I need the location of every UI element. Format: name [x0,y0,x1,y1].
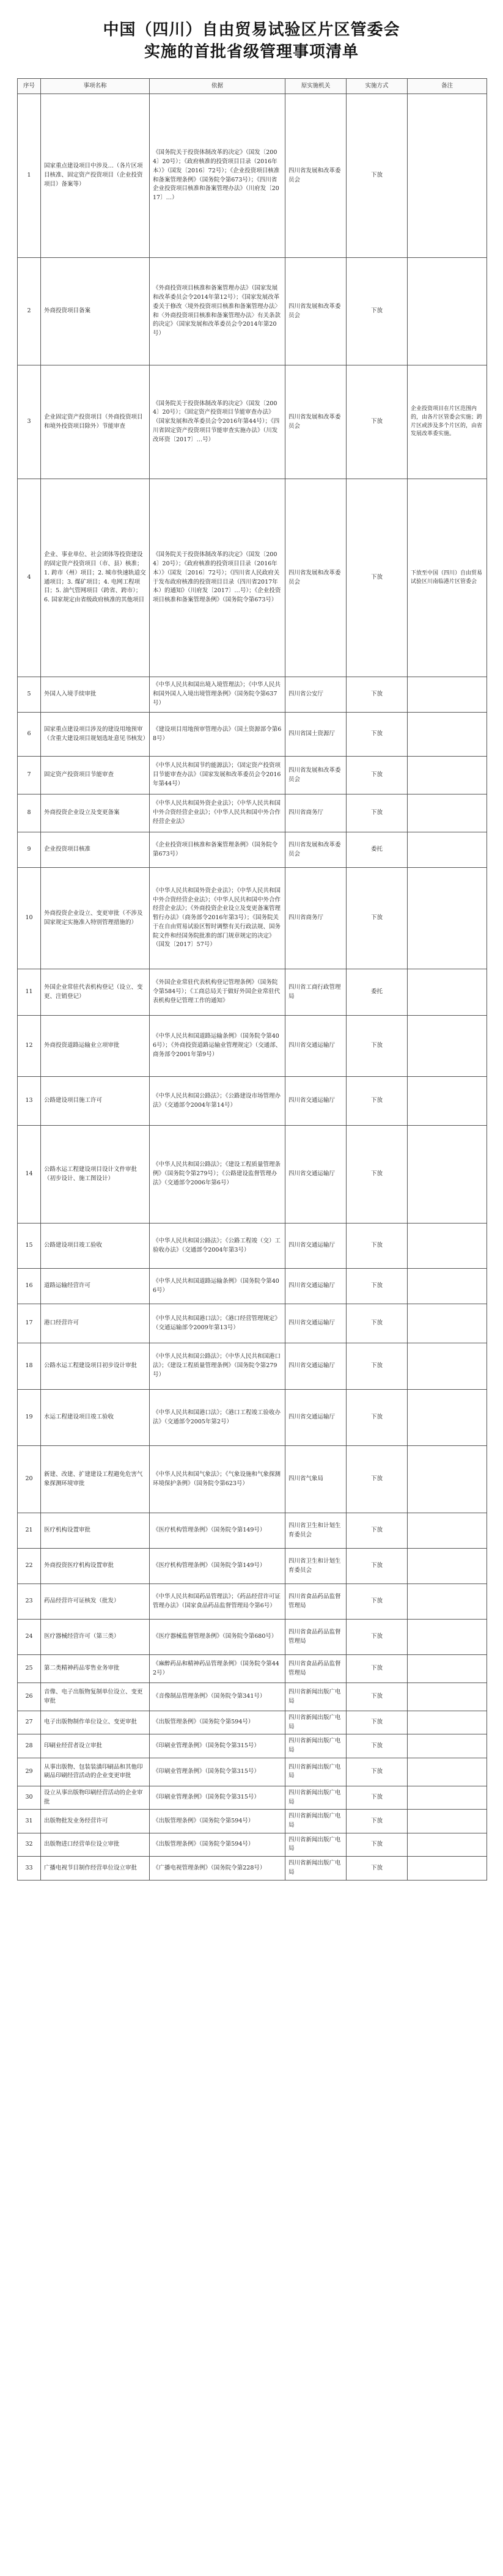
row-number: 2 [18,258,41,365]
matter-basis: 《出版管理条例》（国务院令第594号） [150,1711,285,1734]
header-dept: 原实施机关 [285,79,347,94]
remark [408,1343,487,1390]
row-number: 20 [18,1446,41,1513]
matter-basis: 《中华人民共和国出境入境管理法》；《中华人民共和国外国人入境出境管理条例》（国务院令第637号） [150,677,285,713]
row-number: 6 [18,713,41,757]
implementation-mode: 下放 [347,1810,408,1833]
matter-name: 道路运输经营许可 [41,1269,150,1304]
implementation-mode: 下放 [347,1269,408,1304]
original-department: 四川省国土资源厅 [285,713,347,757]
remark [408,258,487,365]
remark [408,969,487,1016]
matter-name: 出版物批发业务经营许可 [41,1810,150,1833]
matter-name: 外商投资项目备案 [41,258,150,365]
original-department: 四川省食品药品监督管理局 [285,1620,347,1655]
table-header-row [18,79,487,94]
table-row [18,1343,487,1390]
implementation-mode: 下放 [347,1390,408,1446]
matter-basis: 《印刷业管理条例》（国务院令第315号） [150,1786,285,1809]
header-name: 事项名称 [41,79,150,94]
implementation-mode: 下放 [347,713,408,757]
matter-name: 第二类精神药品零售业务审批 [41,1655,150,1683]
matter-basis: 《外商投资项目核准和备案管理办法》（国家发展和改革委员会令2014年第12号）；《国家发展改革委关于修改〈境外投资项目核准和备案管理办法〉和〈外商投资项目核准和备案管理办法〉有关条款的决定》（国家发展和改革委员会令2014年第20号） [150,258,285,365]
original-department: 四川省发展和改革委员会 [285,365,347,479]
remark [408,1584,487,1620]
implementation-mode: 下放 [347,1077,408,1126]
original-department: 四川省发展和改革委员会 [285,94,347,258]
original-department: 四川省交通运输厅 [285,1304,347,1343]
original-department: 四川省新闻出版广电局 [285,1734,347,1758]
table-row [18,1549,487,1584]
matter-basis: 《出版管理条例》（国务院令第594号） [150,1810,285,1833]
table-row [18,1683,487,1711]
matter-name: 从事出版物、包装装潢印刷品和其他印刷品印刷经营活动的企业变更审批 [41,1758,150,1786]
row-number: 25 [18,1655,41,1683]
matter-basis: 《中华人民共和国港口法》；《港口经营管理规定》（交通运输部令2009年第13号） [150,1304,285,1343]
implementation-mode: 下放 [347,868,408,969]
matter-basis: 《中华人民共和国外资企业法》；《中华人民共和国中外合资经营企业法》；《中华人民共和国中外合作经营企业法》；《外商投资企业设立及变更备案管理暂行办法》（商务部令2016年第3号）；《国务院关于在自由贸易试验区暂时调整有关行政法规、国务院文件和经国务院批准的部门规章规定的决定》（国发〔2017〕57号） [150,868,285,969]
table-row [18,1833,487,1856]
remark [408,1269,487,1304]
matter-basis: 《印刷业管理条例》（国务院令第315号） [150,1758,285,1786]
row-number: 4 [18,479,41,677]
matter-basis: 《中华人民共和国节约能源法》；《固定资产投资项目节能审查办法》（国家发展和改革委员会令2016年第44号） [150,757,285,794]
row-number: 24 [18,1620,41,1655]
implementation-mode: 下放 [347,1549,408,1584]
remark [408,757,487,794]
row-number: 5 [18,677,41,713]
remark [408,1390,487,1446]
table-row [18,1584,487,1620]
original-department: 四川省食品药品监督管理局 [285,1655,347,1683]
matter-basis: 《印刷业管理条例》（国务院令第315号） [150,1734,285,1758]
original-department: 四川省交通运输厅 [285,1126,347,1224]
matter-basis: 《国务院关于投资体制改革的决定》（国发〔2004〕20号）；《政府核准的投资项目目录（2016年本）》（国发〔2016〕72号）；《四川省人民政府关于发布政府核准的投资项目目录（四川省2017年本）的通知》（川府发〔2017〕…号）；《企业投资项目核准和备案管理条例》（国务院令第673号） [150,479,285,677]
matter-basis: 《建设项目用地预审管理办法》（国土资源部令第68号） [150,713,285,757]
implementation-mode: 委托 [347,832,408,868]
matter-basis: 《医疗器械监督管理条例》（国务院令第680号） [150,1620,285,1655]
table-row [18,94,487,258]
matter-name: 外商投资企业设立、变更审批（不涉及国家规定实施准入特别管理措施的） [41,868,150,969]
remark [408,1077,487,1126]
remark [408,1620,487,1655]
matter-basis: 《出版管理条例》（国务院令第594号） [150,1833,285,1856]
remark [408,1126,487,1224]
matter-basis: 《中华人民共和国港口法》；《港口工程竣工验收办法》（交通部令2005年第2号） [150,1390,285,1446]
remark [408,1224,487,1269]
original-department: 四川省发展和改革委员会 [285,832,347,868]
original-department: 四川省新闻出版广电局 [285,1683,347,1711]
implementation-mode: 委托 [347,969,408,1016]
matter-name: 国家重点建设项目涉及的建设用地预审（含重大建设项目规划选址意见书核发） [41,713,150,757]
table-row [18,479,487,677]
table-row [18,1655,487,1683]
table-row [18,1304,487,1343]
matter-name: 外国人入境手续审批 [41,677,150,713]
matters-table [17,78,487,1881]
table-row [18,1857,487,1880]
remark [408,1833,487,1856]
row-number: 11 [18,969,41,1016]
implementation-mode: 下放 [347,258,408,365]
implementation-mode: 下放 [347,1304,408,1343]
remark [408,713,487,757]
table-row [18,258,487,365]
table-row [18,1620,487,1655]
original-department: 四川省新闻出版广电局 [285,1786,347,1809]
matter-basis: 《中华人民共和国气象法》；《气象设施和气象探测环境保护条例》（国务院令第623号） [150,1446,285,1513]
table-row [18,1711,487,1734]
table-row [18,1126,487,1224]
row-number: 21 [18,1513,41,1549]
matter-basis: 《国务院关于投资体制改革的决定》（国发〔2004〕20号）；《政府核准的投资项目目录（2016年本）》（国发〔2016〕72号）；《企业投资项目核准和备案管理条例》（国务院令第673号）；《四川省企业投资项目核准和备案管理办法》（川府发〔2017〕…） [150,94,285,258]
table-row [18,757,487,794]
implementation-mode: 下放 [347,365,408,479]
matter-basis: 《中华人民共和国公路法》；《公路建设市场管理办法》（交通部令2004年第14号） [150,1077,285,1126]
original-department: 四川省交通运输厅 [285,1016,347,1077]
header-no: 序号 [18,79,41,94]
implementation-mode: 下放 [347,1734,408,1758]
table-row [18,1077,487,1126]
matter-name: 国家重点建设项目中涉及…（各片区项目核准、固定资产投资项目（企业投资项目）备案等） [41,94,150,258]
header-remark: 备注 [408,79,487,94]
remark [408,1810,487,1833]
original-department: 四川省新闻出版广电局 [285,1857,347,1880]
matter-basis: 《中华人民共和国公路法》；《中华人民共和国港口法》；《建设工程质量管理条例》（国务院令第279号） [150,1343,285,1390]
remark [408,1683,487,1711]
matter-name: 外商投资企业设立及变更备案 [41,794,150,832]
document-title-line2: 实施的首批省级管理事项清单 [144,43,359,61]
matter-basis: 《广播电视管理条例》（国务院令第228号） [150,1857,285,1880]
original-department: 四川省发展和改革委员会 [285,757,347,794]
row-number: 22 [18,1549,41,1584]
implementation-mode: 下放 [347,1857,408,1880]
matter-basis: 《中华人民共和国公路法》；《公路工程竣（交）工验收办法》（交通部令2004年第3号） [150,1224,285,1269]
matter-name: 外商投资医疗机构设置审批 [41,1549,150,1584]
matter-name: 企业投资项目核准 [41,832,150,868]
row-number: 3 [18,365,41,479]
implementation-mode: 下放 [347,1758,408,1786]
table-row [18,1810,487,1833]
matter-name: 音像、电子出版物复制单位设立、变更审批 [41,1683,150,1711]
matter-name: 公路水运工程建设项目初步设计审批 [41,1343,150,1390]
original-department: 四川省公安厅 [285,677,347,713]
matter-name: 港口经营许可 [41,1304,150,1343]
matter-name: 设立从事出版物印刷经营活动的企业审批 [41,1786,150,1809]
remark [408,1857,487,1880]
matter-basis: 《外国企业常驻代表机构登记管理条例》（国务院令第584号）；《工商总局关于做好外国企业常驻代表机构登记管理工作的通知》 [150,969,285,1016]
table-row [18,1513,487,1549]
original-department: 四川省卫生和计划生育委员会 [285,1513,347,1549]
row-number: 8 [18,794,41,832]
remark [408,1734,487,1758]
implementation-mode: 下放 [347,1584,408,1620]
matter-basis: 《音像制品管理条例》（国务院令第341号） [150,1683,285,1711]
matter-basis: 《中华人民共和国道路运输条例》（国务院令第406号） [150,1269,285,1304]
implementation-mode: 下放 [347,1683,408,1711]
matter-name: 医疗器械经营许可（第三类） [41,1620,150,1655]
table-row [18,794,487,832]
remark [408,1549,487,1584]
table-row [18,1734,487,1758]
original-department: 四川省交通运输厅 [285,1224,347,1269]
matter-name: 印刷业经营者设立审批 [41,1734,150,1758]
row-number: 19 [18,1390,41,1446]
row-number: 17 [18,1304,41,1343]
remark [408,832,487,868]
row-number: 14 [18,1126,41,1224]
implementation-mode: 下放 [347,794,408,832]
row-number: 30 [18,1786,41,1809]
header-mode: 实施方式 [347,79,408,94]
original-department: 四川省发展和改革委员会 [285,258,347,365]
implementation-mode: 下放 [347,1655,408,1683]
implementation-mode: 下放 [347,1786,408,1809]
table-row [18,1390,487,1446]
row-number: 15 [18,1224,41,1269]
row-number: 12 [18,1016,41,1077]
original-department: 四川省卫生和计划生育委员会 [285,1549,347,1584]
row-number: 28 [18,1734,41,1758]
row-number: 26 [18,1683,41,1711]
original-department: 四川省工商行政管理局 [285,969,347,1016]
header-basis: 依据 [150,79,285,94]
document-title-line1: 中国（四川）自由贸易试验区片区管委会 [103,21,400,39]
remark [408,1655,487,1683]
row-number: 23 [18,1584,41,1620]
matter-name: 外商投资道路运输业立项审批 [41,1016,150,1077]
matter-name: 固定资产投资项目节能审查 [41,757,150,794]
matter-basis: 《中华人民共和国外资企业法》；《中华人民共和国中外合资经营企业法》；《中华人民共和国中外合作经营企业法》 [150,794,285,832]
implementation-mode: 下放 [347,1343,408,1390]
implementation-mode: 下放 [347,479,408,677]
remark [408,1513,487,1549]
table-row [18,677,487,713]
remark [408,677,487,713]
row-number: 27 [18,1711,41,1734]
table-row [18,1786,487,1809]
row-number: 33 [18,1857,41,1880]
row-number: 1 [18,94,41,258]
remark [408,1711,487,1734]
original-department: 四川省交通运输厅 [285,1077,347,1126]
remark [408,94,487,258]
row-number: 16 [18,1269,41,1304]
matter-basis: 《中华人民共和国药品管理法》；《药品经营许可证管理办法》（国家食品药品监督管理局令第6号） [150,1584,285,1620]
implementation-mode: 下放 [347,1620,408,1655]
table-row [18,1446,487,1513]
original-department: 四川省交通运输厅 [285,1390,347,1446]
row-number: 29 [18,1758,41,1786]
remark [408,1446,487,1513]
remark [408,1016,487,1077]
remark: 下放至中国（四川）自由贸易试验区川南临港片区管委会 [408,479,487,677]
row-number: 32 [18,1833,41,1856]
implementation-mode: 下放 [347,94,408,258]
original-department: 四川省发展和改革委员会 [285,479,347,677]
implementation-mode: 下放 [347,1126,408,1224]
remark: 企业投资项目在片区范围内的，由各片区管委会实施；跨片区或涉及多个片区的，由省发展改革委实施。 [408,365,487,479]
row-number: 7 [18,757,41,794]
table-row [18,1269,487,1304]
table-row [18,713,487,757]
row-number: 18 [18,1343,41,1390]
matter-name: 广播电视节目制作经营单位设立审批 [41,1857,150,1880]
implementation-mode: 下放 [347,757,408,794]
matter-name: 水运工程建设项目竣工验收 [41,1390,150,1446]
original-department: 四川省商务厅 [285,868,347,969]
matter-name: 公路建设项目施工许可 [41,1077,150,1126]
matter-basis: 《中华人民共和国道路运输条例》（国务院令第406号）；《外商投资道路运输业管理规定》（交通部、商务部令2001年第9号） [150,1016,285,1077]
matter-basis: 《医疗机构管理条例》（国务院令第149号） [150,1513,285,1549]
matter-name: 企业、事业单位、社会团体等投资建设的固定资产投资项目（市、县）核准；1. 跨市（州）项目；2. 城市快速轨道交通项目；3. 煤矿项目；4. 电网工程项目；5. 油气管网项目（跨省、跨市）；6. 国家规定由省级政府核准的其他项目 [41,479,150,677]
implementation-mode: 下放 [347,1446,408,1513]
table-body [18,94,487,1881]
row-number: 10 [18,868,41,969]
matter-name: 企业固定资产投资项目（外商投资项目和境外投资项目除外）节能审查 [41,365,150,479]
row-number: 9 [18,832,41,868]
original-department: 四川省新闻出版广电局 [285,1758,347,1786]
implementation-mode: 下放 [347,677,408,713]
remark [408,794,487,832]
original-department: 四川省交通运输厅 [285,1343,347,1390]
table-row [18,1758,487,1786]
table-row [18,365,487,479]
original-department: 四川省新闻出版广电局 [285,1810,347,1833]
row-number: 31 [18,1810,41,1833]
table-row [18,868,487,969]
original-department: 四川省商务厅 [285,794,347,832]
matter-name: 新建、改建、扩建建设工程避免危害气象探测环境审批 [41,1446,150,1513]
matter-name: 医疗机构设置审批 [41,1513,150,1549]
matter-name: 药品经营许可证核发（批发） [41,1584,150,1620]
table-row [18,832,487,868]
remark [408,868,487,969]
original-department: 四川省新闻出版广电局 [285,1833,347,1856]
matter-name: 外国企业常驻代表机构登记（设立、变更、注销登记） [41,969,150,1016]
implementation-mode: 下放 [347,1513,408,1549]
implementation-mode: 下放 [347,1016,408,1077]
matter-basis: 《麻醉药品和精神药品管理条例》（国务院令第442号） [150,1655,285,1683]
table-row [18,1016,487,1077]
implementation-mode: 下放 [347,1833,408,1856]
matter-name: 公路水运工程建设项目设计文件审批（初步设计、施工图设计） [41,1126,150,1224]
original-department: 四川省交通运输厅 [285,1269,347,1304]
matter-name: 公路建设项目竣工验收 [41,1224,150,1269]
implementation-mode: 下放 [347,1224,408,1269]
matter-basis: 《医疗机构管理条例》（国务院令第149号） [150,1549,285,1584]
matter-basis: 《中华人民共和国公路法》；《建设工程质量管理条例》（国务院令第279号）；《公路建设监督管理办法》（交通部令2006年第6号） [150,1126,285,1224]
table-row [18,969,487,1016]
row-number: 13 [18,1077,41,1126]
remark [408,1304,487,1343]
original-department: 四川省食品药品监督管理局 [285,1584,347,1620]
matter-basis: 《国务院关于投资体制改革的决定》（国发〔2004〕20号）；《固定资产投资项目节能审查办法》（国家发展和改革委员会令2016年第44号）；《四川省固定资产投资项目节能审查实施办法》（川发改环资〔2017〕…号） [150,365,285,479]
remark [408,1758,487,1786]
matter-name: 电子出版物制作单位设立、变更审批 [41,1711,150,1734]
table-row [18,1224,487,1269]
remark [408,1786,487,1809]
original-department: 四川省新闻出版广电局 [285,1711,347,1734]
matter-name: 出版物进口经营单位设立审批 [41,1833,150,1856]
original-department: 四川省气象局 [285,1446,347,1513]
implementation-mode: 下放 [347,1711,408,1734]
matter-basis: 《企业投资项目核准和备案管理条例》（国务院令第673号） [150,832,285,868]
